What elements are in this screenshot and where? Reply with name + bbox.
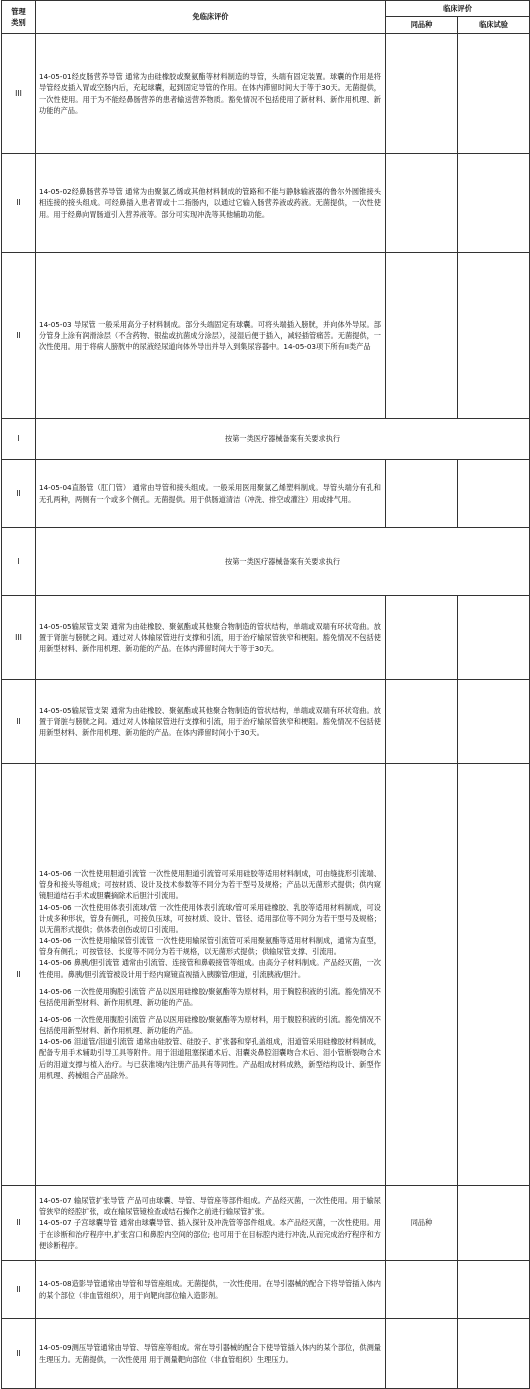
header-exempt: 免临床评价 — [36, 1, 386, 34]
description-paragraph: 14-05-06 一次性使用输尿管引流管 一次性使用输尿管引流管可采用聚氨酯等适用材料制成，通常为直型，管身有侧孔；可按管径、长度等不同分为若干规格，以无菌形式提供；供输尿管支撑、引流用。 — [39, 936, 381, 957]
row-clinical-trial — [458, 596, 530, 680]
row-same-variety — [386, 253, 458, 419]
row-filing-requirement: 按第一类医疗器械备案有关要求执行 — [36, 419, 530, 460]
row-category: II — [2, 680, 36, 764]
row-clinical-trial — [458, 1319, 530, 1389]
description-paragraph: 14-05-05输尿管支架 通常为由硅橡胶、聚氨酯或其他聚合物制造的管状结构，单端或双端有环状弯曲。放置于肾脏与膀胱之间。通过对人体输尿管进行支撑和引流，用于治疗输尿管狭窄和梗阻。豁免情况不包括使用新型材料、新作用机理、新功能的产品。在体内滞留时间大于等于30天。 — [39, 621, 381, 654]
row-exempt-description — [36, 596, 386, 680]
description-paragraph: 14-05-07 输尿管扩张导管 产品可由球囊、导管、导管座等部件组成。产品经灭菌，一次性使用。用于输尿管狭窄的经腔扩张，或在输尿管镜检查或结石操作之前进行输尿管扩张。 — [39, 1196, 381, 1217]
row-category: II — [2, 764, 36, 1186]
table-body — [2, 34, 530, 1389]
description-paragraph: 14-05-06 一次性使用胆道引流管 一次性使用胆道引流管可采用硅胶等适用材料制成，可由缝拢形引流端、管身和接头等组成；可按材质、设计及技术参数等不同分为若干型号及规格；产品以无菌形式提供；供内窥镜胆道结石手术或胆囊摘除术后胆汁引流用。 — [39, 869, 381, 901]
description-paragraph: 14-05-08造影导管通常由导管和导管座组成。无菌提供，一次性使用。在导引器械的配合下将导管插入体内的某个部位（非血管组织），用于向靶向部位输入造影剂。 — [39, 1279, 381, 1300]
table-row — [2, 764, 530, 1186]
row-category: II — [2, 460, 36, 528]
row-category: II — [2, 1186, 36, 1261]
row-clinical-trial — [458, 253, 530, 419]
table-row — [2, 34, 530, 154]
row-category: II — [2, 154, 36, 253]
description-paragraph: 14-05-03 导尿管 一般采用高分子材料制成。部分头端固定有球囊。可将头端插入膀胱，并向体外导尿。部分管身上涂有润滑涂层（不含药物、银盐或抗菌成分涂层），浸湿后便于插入，减轻插管痛苦。无菌提供，一次性使用。用于将病人膀胱中的尿液经尿道向体外导出并导入到集尿容器中。14-05-03项下所有II类产品 — [39, 319, 381, 352]
row-clinical-trial — [458, 460, 530, 528]
row-same-variety — [386, 34, 458, 154]
row-same-variety — [386, 1319, 458, 1389]
row-same-variety — [386, 764, 458, 1186]
row-category: III — [2, 596, 36, 680]
row-category: II — [2, 253, 36, 419]
table-row — [2, 1186, 530, 1261]
clinical-evaluation-table — [1, 0, 530, 1389]
description-paragraph: 14-05-01经皮肠营养导管 通常为由硅橡胶或聚氨酯等材料制造的导管，头端有固定装置。球囊的作用是将导管经皮插入胃或空肠内后，充起球囊，起到固定导管的作用。在体内滞留时间大于等于30天。无菌提供，一次性使用。用于为不能经鼻肠营养的患者输送营养物质。豁免情况不包括使用了新材料、新作用机理、新功能的产品。 — [39, 72, 381, 115]
row-exempt-description — [36, 1319, 386, 1389]
table-row — [2, 460, 530, 528]
description-paragraph: 14-05-04直肠管（肛门管） 通常由导管和接头组成。一般采用医用聚氯乙烯塑料制成。导管头端分有孔和无孔两种，两侧有一个或多个侧孔。无菌提供。用于供肠道清洁（冲洗、排空或灌注）用或排气用。 — [39, 483, 381, 504]
header-category: 管理 类别 — [2, 1, 36, 34]
table-row — [2, 1261, 530, 1319]
table-row — [2, 680, 530, 764]
row-same-variety — [386, 596, 458, 680]
header-clinical: 临床评价 — [386, 1, 530, 17]
row-exempt-description — [36, 1186, 386, 1261]
row-exempt-description — [36, 1261, 386, 1319]
description-paragraph: 14-05-05输尿管支架 通常为由硅橡胶、聚氨酯或其他聚合物制造的管状结构，单端或双端有环状弯曲。放置于肾脏与膀胱之间。通过对人体输尿管进行支撑和引流，用于治疗输尿管狭窄和梗阻。豁免情况不包括使用新型材料、新作用机理、新功能的产品。在体内滞留时间小于30天。 — [39, 705, 381, 738]
row-clinical-trial — [458, 1186, 530, 1261]
description-paragraph: 14-05-06 一次性使用胸腔引流管 产品以医用硅橡胶/聚氨酯等为原材料，用于胸腔积液的引流。豁免情况不包括使用新型材料、新作用机理、新功能的产品。 — [39, 986, 381, 1007]
row-same-variety — [386, 1261, 458, 1319]
description-paragraph: 14-05-06 鼻胰/胆引流管 通常由引流管、连接管和鼻毂接管等组成。由高分子材料制成。产品经灭菌，一次性使用。鼻胰/胆引流管被设计用于经内窥镜直视插入胰腺管/胆道，引流胰液/胆汁。 — [39, 958, 381, 979]
table-row — [2, 419, 530, 460]
header-clinical-trial: 临床试验 — [458, 17, 530, 34]
row-category: II — [2, 1261, 36, 1319]
row-clinical-trial — [458, 680, 530, 764]
row-exempt-description — [36, 253, 386, 419]
table-row — [2, 154, 530, 253]
row-exempt-description — [36, 154, 386, 253]
description-paragraph: 14-05-07 子宫球囊导管 通常由球囊导管、插入探针及冲洗管等部件组成。本产品经灭菌，一次性使用。用于在诊断和治疗程序中,扩张宫口和鼻腔内空间的部位; 也可用于在目标腔内进行冲洗,从而完成治疗程序和方便诊断程序。 — [39, 1218, 381, 1250]
description-paragraph: 14-05-09测压导管通常由导管、导管座等组成。常在导引器械的配合下使导管插入体内的某个部位，供测量生理压力。无菌提供，一次性使用 用于测量靶向部位（非血管组织）生理压力。 — [39, 1343, 381, 1364]
description-paragraph: 14-05-06 一次性使用体表引流球/管 一次性使用体表引流球/管可采用硅橡胶、乳胶等适用材料制成，可设计成多种形状，管身有侧孔，可接负压球，可按材质、设计、管径、适用部位等不同分为若干型号及规格；以无菌形式提供；供体表创伤或切口引流用。 — [39, 902, 381, 934]
table-row — [2, 253, 530, 419]
table-row — [2, 528, 530, 596]
row-category: I — [2, 528, 36, 596]
row-filing-requirement: 按第一类医疗器械备案有关要求执行 — [36, 528, 530, 596]
row-same-variety: 同品种 — [386, 1186, 458, 1261]
row-same-variety — [386, 154, 458, 253]
table-row — [2, 1319, 530, 1389]
row-category: I — [2, 419, 36, 460]
row-clinical-trial — [458, 34, 530, 154]
row-clinical-trial — [458, 764, 530, 1186]
row-category: II — [2, 1319, 36, 1389]
row-category: III — [2, 34, 36, 154]
description-paragraph: 14-05-06 泪道管/泪道引流管 通常由硅胶管、硅胶子、扩张器和穿孔盖组成，泪道管采用硅橡胶材料制成，配备专用手术辅助引导工具等附件。用于泪道阻塞探通术后、泪囊炎鼻腔泪囊吻合术后、泪小管断裂吻合术后的泪道支撑与植入治疗。与已获准境内注册产品具有等同性。产品组成材料成熟，新型结构设计、新型作用机理、药械组合产品除外。 — [39, 1037, 381, 1080]
row-same-variety — [386, 460, 458, 528]
header-same-variety: 同品种 — [386, 17, 458, 34]
row-clinical-trial — [458, 154, 530, 253]
row-same-variety — [386, 680, 458, 764]
row-clinical-trial — [458, 1261, 530, 1319]
table-row — [2, 596, 530, 680]
row-exempt-description — [36, 460, 386, 528]
row-exempt-description — [36, 34, 386, 154]
row-exempt-description — [36, 764, 386, 1186]
row-exempt-description — [36, 680, 386, 764]
description-paragraph: 14-05-06 一次性使用腹腔引流管 产品以医用硅橡胶/聚氨酯等为原材料，用于腹腔积液的引流。豁免情况不包括使用新型材料、新作用机理、新功能的产品。 — [39, 1014, 381, 1036]
description-paragraph: 14-05-02经鼻肠营养导管 通常为由聚氯乙烯或其他材料制成的管路和不能与静脉输液器的鲁尔外圆锥接头相连接的接头组成。可经鼻插入患者胃或十二指肠内，以通过它输入肠营养液或药液。无菌提供，一次性使用。用于经鼻向胃肠道引入营养液等。部分可实现冲洗等其他辅助功能。 — [39, 187, 381, 219]
